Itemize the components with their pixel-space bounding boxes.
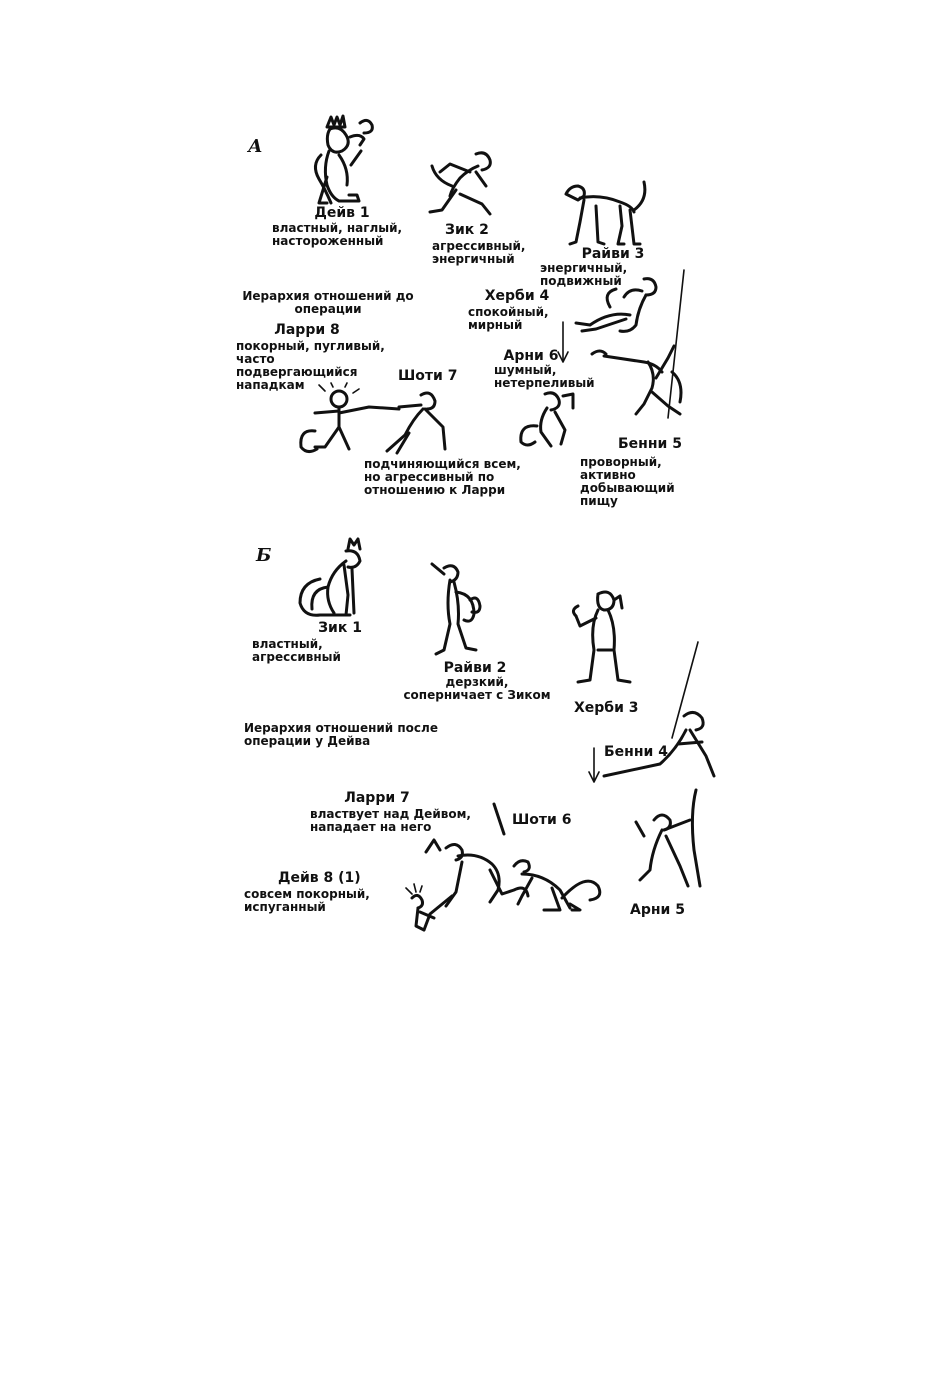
monkey-raivi-figure	[562, 180, 657, 250]
monkey-shoti-block	[398, 368, 458, 384]
monkey-herbie-block	[472, 288, 562, 304]
monkey-zik-b-figure	[292, 535, 372, 620]
monkey-benni-figure	[588, 268, 698, 433]
monkey-arni-b-block	[630, 902, 700, 918]
monkey-zik-desc: агрессивный, энергичный	[432, 239, 526, 266]
monkey-raivi-b-name: Райви 2	[443, 660, 507, 676]
monkey-arni-block	[496, 348, 566, 364]
monkey-zik-name: Зик 2	[445, 222, 489, 238]
monkey-larri-block	[262, 322, 352, 338]
monkey-dave-desc: властный, наглый, настороженный	[272, 221, 403, 248]
monkey-herbie-name: Херби 4	[484, 288, 550, 304]
section-b-label: Б	[256, 545, 272, 566]
monkey-benni-name: Бенни 5	[618, 436, 682, 452]
monkey-zik-b-desc: властный, агрессивный	[252, 637, 341, 664]
monkey-benni-block	[618, 436, 698, 452]
monkey-raivi-desc: энергичный, подвижный	[540, 261, 628, 288]
monkey-shoti-b-name: Шоти 6	[512, 812, 572, 828]
monkey-larri-name: Ларри 8	[274, 322, 340, 338]
monkey-shoti-desc: подчиняющийся всем, но агрессивный по отношению к Ларри	[364, 457, 521, 497]
monkey-raivi-name: Райви 3	[581, 246, 645, 262]
monkey-larri-desc: покорный, пугливый, часто подвергающийся нападкам	[236, 339, 385, 392]
monkey-zik-b-block	[300, 620, 380, 636]
monkey-dave-b-block	[278, 870, 378, 886]
section-a-label: А	[248, 136, 263, 157]
monkey-shoti-name: Шоти 7	[398, 368, 458, 384]
monkey-raivi-b-desc: дерзкий, соперничает с Зиком	[403, 675, 551, 702]
monkey-larri-b-desc: властвует над Дейвом, нападает на него	[310, 807, 471, 834]
monkey-benni-b-block	[604, 744, 674, 760]
monkeys-larri-shoti-dave-figure	[402, 800, 612, 935]
monkey-benni-b-name: Бенни 4	[604, 744, 668, 760]
monkey-benni-desc: проворный, активно добывающий пищу	[580, 455, 675, 508]
monkey-herbie-desc: спокойный, мирный	[468, 305, 549, 332]
monkey-raivi-b-block	[435, 660, 515, 676]
monkey-zik-figure	[426, 150, 506, 220]
monkey-larri-b-name: Ларри 7	[344, 790, 410, 806]
monkey-raivi-b-figure	[418, 556, 498, 661]
monkey-dave-b-desc: совсем покорный, испуганный	[244, 887, 370, 914]
monkey-dave-b-name: Дейв 8 (1)	[278, 870, 361, 886]
monkey-arni-figure	[515, 390, 585, 450]
monkey-zik-b-name: Зик 1	[318, 620, 362, 636]
monkey-dave-block	[272, 205, 412, 221]
monkeys-larri-shoti-fight-figure	[295, 385, 465, 460]
monkey-herbie-b-name: Херби 3	[574, 700, 639, 716]
monkey-zik-block	[445, 222, 535, 238]
monkey-dave-figure	[305, 115, 385, 210]
monkey-arni-b-name: Арни 5	[630, 902, 685, 918]
monkey-arni-name: Арни 6	[503, 348, 559, 364]
monkey-dave-name: Дейв 1	[314, 205, 370, 221]
monkey-arni-desc: шумный, нетерпеливый	[494, 363, 595, 390]
section-b-hierarchy-title: Иерархия отношений после операции у Дейва	[244, 721, 438, 748]
section-a-hierarchy-title: Иерархия отношений до операции	[242, 289, 414, 316]
monkey-raivi-block	[568, 246, 658, 262]
